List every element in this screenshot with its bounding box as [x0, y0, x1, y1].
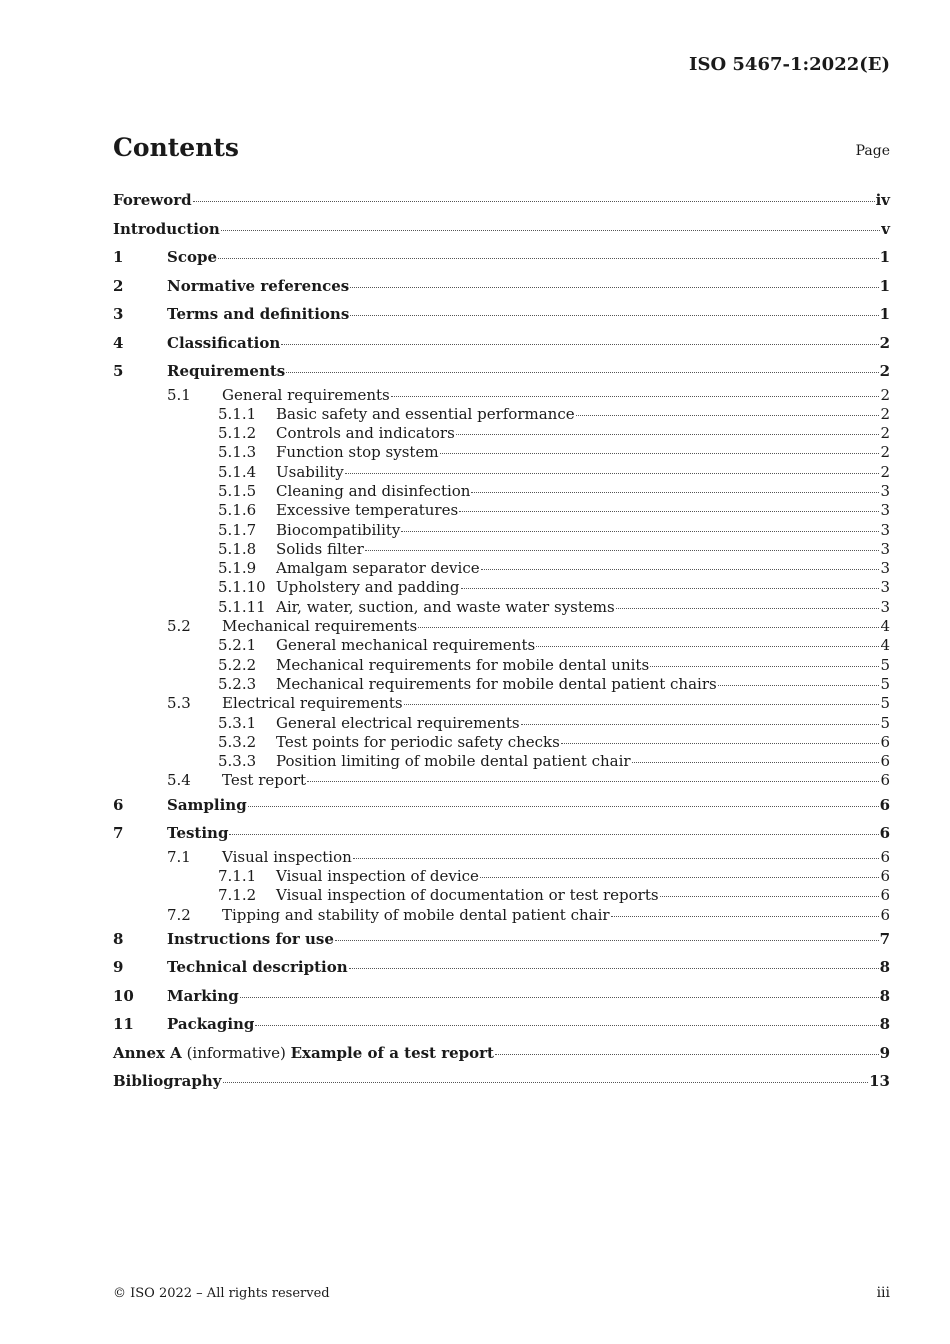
dot-leader	[660, 896, 880, 897]
toc-entry-page: 13	[869, 1072, 890, 1091]
toc-entry[interactable]	[113, 1010, 890, 1039]
toc-entry-number: 5.1.5	[218, 481, 257, 500]
toc-entry-page: 3	[880, 520, 890, 539]
toc-entry-page: 7	[879, 929, 890, 948]
toc-entry-page: 8	[879, 1015, 890, 1034]
dot-leader	[365, 550, 880, 551]
toc-entry-page: 6	[880, 867, 890, 886]
toc-entry-number: 5.3	[167, 694, 191, 713]
dot-leader	[440, 453, 880, 454]
toc-entry-title: Requirements	[167, 362, 286, 380]
toc-entry-number: 5.1.11	[218, 597, 266, 616]
toc-entry[interactable]	[113, 906, 890, 925]
toc-entry-number: 7.1	[167, 847, 191, 866]
dot-leader	[350, 287, 878, 288]
dot-leader	[335, 940, 879, 941]
toc-entry[interactable]	[113, 482, 890, 501]
toc-entry[interactable]	[113, 386, 890, 405]
dot-leader	[391, 396, 880, 397]
toc-entry[interactable]	[113, 559, 890, 578]
toc-entry-page: 3	[880, 559, 890, 578]
dot-leader	[471, 492, 879, 493]
toc-entry-title: Sampling	[167, 795, 247, 814]
dot-leader	[229, 834, 878, 835]
toc-entry-title: General mechanical requirements	[276, 636, 536, 655]
toc-entry-title: Tipping and stability of mobile dental patient chair	[222, 905, 610, 924]
dot-leader	[495, 1054, 879, 1055]
toc-entry-title: Amalgam separator device	[276, 559, 480, 578]
dot-leader	[404, 704, 880, 705]
toc-entry-number: 5.1.9	[218, 559, 257, 578]
toc-entry-number: 5.1	[167, 385, 191, 404]
toc-entry-page: 3	[880, 597, 890, 616]
toc-entry-title: General requirements	[222, 385, 390, 404]
toc-entry[interactable]	[113, 243, 890, 272]
toc-entry-number: 10	[113, 986, 134, 1005]
toc-entry-page: 6	[880, 847, 890, 866]
toc-entry-page: 9	[879, 1043, 890, 1062]
toc-entry[interactable]	[113, 819, 890, 848]
toc-entry-page: 3	[880, 501, 890, 520]
dot-leader	[536, 646, 879, 647]
toc-entry-number: 9	[113, 958, 124, 977]
toc-entry[interactable]	[113, 186, 890, 215]
toc-entry-title: Upholstery and padding	[276, 578, 460, 597]
dot-leader	[576, 415, 880, 416]
toc-entry-title: Visual inspection of documentation or test reports	[276, 886, 659, 905]
toc-entry-title: Classification	[167, 333, 281, 352]
toc-entry-page: 6	[880, 771, 890, 790]
toc-entry[interactable]	[113, 953, 890, 982]
toc-entry-title: Terms and definitions	[167, 305, 350, 323]
toc-entry[interactable]	[113, 848, 890, 867]
toc-entry-number: 5.1.8	[218, 539, 257, 558]
toc-entry[interactable]	[113, 1067, 890, 1096]
toc-entry-title: Annex A (informative) Example of a test report	[113, 1043, 494, 1062]
toc-entry-number: 5.4	[167, 771, 191, 790]
toc-entry-page: 2	[880, 385, 890, 404]
toc-entry-title: Introduction	[113, 219, 220, 238]
toc-entry-title: Bibliography	[113, 1072, 222, 1091]
toc-entry[interactable]	[113, 675, 890, 694]
toc-entry-number: 5.1.10	[218, 578, 266, 597]
toc-entry-page: 6	[880, 752, 890, 771]
toc-entry-page: 8	[879, 958, 890, 977]
toc-entry[interactable]	[113, 752, 890, 771]
toc-entry-number: 7.1.2	[218, 886, 257, 905]
dot-leader	[281, 344, 878, 345]
toc-entry-number: 5.1.6	[218, 501, 257, 520]
toc-entry-number: 3	[113, 305, 124, 323]
toc-entry-number: 7.1.1	[218, 867, 257, 886]
toc-entry-title: Visual inspection of device	[276, 867, 479, 886]
toc-entry-page: 2	[880, 404, 890, 423]
dot-leader	[480, 877, 880, 878]
toc-entry[interactable]	[113, 578, 890, 597]
toc-entry-number: 5.2	[167, 617, 191, 636]
toc-entry-title: Mechanical requirements	[222, 617, 418, 636]
toc-entry-number: 5.1.1	[218, 404, 257, 423]
dot-leader	[456, 434, 880, 435]
toc-entry-number: 4	[113, 333, 124, 352]
toc-entry-page: 6	[880, 905, 890, 924]
dot-leader	[221, 230, 880, 231]
dot-leader	[307, 781, 879, 782]
toc-entry[interactable]	[113, 714, 890, 733]
dot-leader	[481, 569, 880, 570]
toc-entry[interactable]	[113, 357, 890, 386]
toc-entry[interactable]	[113, 982, 890, 1011]
dot-leader	[223, 1082, 869, 1083]
toc-entry-number: 7	[113, 824, 124, 843]
toc-entry-number: 5.3.1	[218, 713, 257, 732]
dot-leader	[353, 858, 880, 859]
toc-entry-title: Usability	[276, 462, 344, 481]
toc-entry-title: Mechanical requirements for mobile dental units	[276, 655, 650, 674]
toc-entry-title: Mechanical requirements for mobile dental patient chairs	[276, 674, 717, 693]
dot-leader	[611, 916, 880, 917]
copyright-notice: © ISO 2022 – All rights reserved	[113, 1286, 330, 1301]
toc-entry-title: Scope	[167, 248, 218, 266]
toc-entry-page: iv	[875, 191, 890, 209]
toc-entry-page: 1	[879, 276, 890, 295]
toc-entry-title: Normative references	[167, 276, 350, 295]
toc-entry-page: 4	[880, 617, 890, 636]
toc-entry-page: 5	[880, 713, 890, 732]
dot-leader	[718, 685, 880, 686]
toc-entry[interactable]	[113, 443, 890, 462]
toc-entry-title: Marking	[167, 986, 239, 1005]
toc-entry[interactable]	[113, 215, 890, 244]
toc-entry-page: 6	[879, 824, 890, 843]
toc-entry-number: 5.1.4	[218, 462, 257, 481]
toc-entry[interactable]	[113, 272, 890, 301]
dot-leader	[350, 315, 878, 316]
toc-entry-title: Visual inspection	[222, 847, 352, 866]
toc-entry-title: Air, water, suction, and waste water systems	[276, 597, 615, 616]
toc-entry-page: 1	[879, 248, 890, 266]
toc-entry-title: Test points for periodic safety checks	[276, 732, 560, 751]
dot-leader	[616, 608, 880, 609]
toc-entry-page: 2	[880, 424, 890, 443]
dot-leader	[561, 743, 880, 744]
toc-entry-page: 5	[880, 655, 890, 674]
toc-entry-number: 7.2	[167, 905, 191, 924]
toc-entry-page: 2	[880, 462, 890, 481]
dot-leader	[218, 258, 879, 259]
toc-entry-page: 3	[880, 481, 890, 500]
toc-entry-page: 6	[880, 732, 890, 751]
table-of-contents	[113, 186, 890, 1096]
toc-entry-page: 6	[879, 795, 890, 814]
dot-leader	[650, 666, 879, 667]
toc-entry-title: Testing	[167, 824, 229, 843]
toc-entry[interactable]	[113, 886, 890, 905]
toc-entry-title: Basic safety and essential performance	[276, 404, 575, 423]
toc-entry-number: 5.2.3	[218, 674, 257, 693]
toc-entry-number: 5.1.2	[218, 424, 257, 443]
toc-entry-number: 5.2.1	[218, 636, 257, 655]
toc-entry-page: 4	[880, 636, 890, 655]
toc-entry-number: 1	[113, 248, 124, 266]
dot-leader	[349, 968, 879, 969]
toc-entry-page: 3	[880, 578, 890, 597]
toc-entry[interactable]	[113, 463, 890, 482]
toc-entry-title: Solids filter	[276, 539, 364, 558]
dot-leader	[418, 627, 879, 628]
toc-entry[interactable]	[113, 1039, 890, 1068]
toc-entry-title: Biocompatibility	[276, 520, 401, 539]
toc-entry-number: 11	[113, 1015, 134, 1034]
toc-entry[interactable]	[113, 617, 890, 636]
dot-leader	[286, 372, 878, 373]
toc-entry[interactable]	[113, 300, 890, 329]
contents-title: Contents	[113, 133, 240, 162]
toc-entry[interactable]	[113, 424, 890, 443]
dot-leader	[248, 806, 879, 807]
toc-entry-title: Controls and indicators	[276, 424, 455, 443]
toc-entry-title: Technical description	[167, 958, 348, 977]
toc-entry-title: Function stop system	[276, 443, 439, 462]
toc-entry[interactable]	[113, 771, 890, 790]
toc-entry[interactable]	[113, 656, 890, 675]
toc-entry-number: 8	[113, 929, 124, 948]
dot-leader	[345, 473, 880, 474]
page-number: iii	[876, 1285, 890, 1301]
toc-entry-title: Foreword	[113, 191, 192, 209]
toc-entry-number: 5.2.2	[218, 655, 257, 674]
toc-entry-title: Packaging	[167, 1015, 255, 1034]
dot-leader	[461, 588, 880, 589]
toc-entry-number: 5.1.3	[218, 443, 257, 462]
toc-entry-page: 2	[879, 333, 890, 352]
toc-entry-page: v	[881, 219, 890, 238]
toc-entry-title: Instructions for use	[167, 929, 334, 948]
toc-entry-number: 5	[113, 362, 124, 380]
dot-leader	[240, 997, 879, 998]
toc-entry[interactable]	[113, 925, 890, 954]
toc-entry[interactable]	[113, 694, 890, 713]
dot-leader	[632, 762, 880, 763]
toc-entry[interactable]	[113, 598, 890, 617]
toc-entry[interactable]	[113, 329, 890, 358]
toc-entry-page: 2	[880, 443, 890, 462]
document-id: ISO 5467-1:2022(E)	[689, 54, 890, 75]
toc-entry-number: 2	[113, 276, 124, 295]
toc-entry-number: 5.3.3	[218, 752, 257, 771]
toc-entry-page: 8	[879, 986, 890, 1005]
toc-entry-page: 5	[880, 674, 890, 693]
toc-entry-page: 1	[879, 305, 890, 323]
toc-entry[interactable]	[113, 521, 890, 540]
page-column-label: Page	[855, 143, 890, 159]
toc-entry-page: 6	[880, 886, 890, 905]
toc-entry[interactable]	[113, 405, 890, 424]
toc-entry[interactable]	[113, 540, 890, 559]
dot-leader	[193, 201, 875, 202]
toc-entry-title: Position limiting of mobile dental patient chair	[276, 752, 631, 771]
toc-entry-number: 6	[113, 795, 124, 814]
toc-entry-page: 5	[880, 694, 890, 713]
toc-entry[interactable]	[113, 636, 890, 655]
toc-entry-page: 2	[879, 362, 890, 380]
dot-leader	[401, 531, 879, 532]
toc-entry-title: General electrical requirements	[276, 713, 520, 732]
dot-leader	[255, 1025, 878, 1026]
toc-entry[interactable]	[113, 501, 890, 520]
toc-entry[interactable]	[113, 791, 890, 820]
toc-entry-page: 3	[880, 539, 890, 558]
toc-entry-title: Excessive temperatures	[276, 501, 459, 520]
toc-entry-number: 5.1.7	[218, 520, 257, 539]
dot-leader	[521, 724, 880, 725]
toc-entry-number: 5.3.2	[218, 732, 257, 751]
dot-leader	[459, 511, 879, 512]
toc-entry-title: Test report	[222, 771, 307, 790]
toc-entry-title: Electrical requirements	[222, 694, 403, 713]
toc-entry[interactable]	[113, 733, 890, 752]
toc-entry-title: Cleaning and disinfection	[276, 481, 471, 500]
toc-entry[interactable]	[113, 867, 890, 886]
